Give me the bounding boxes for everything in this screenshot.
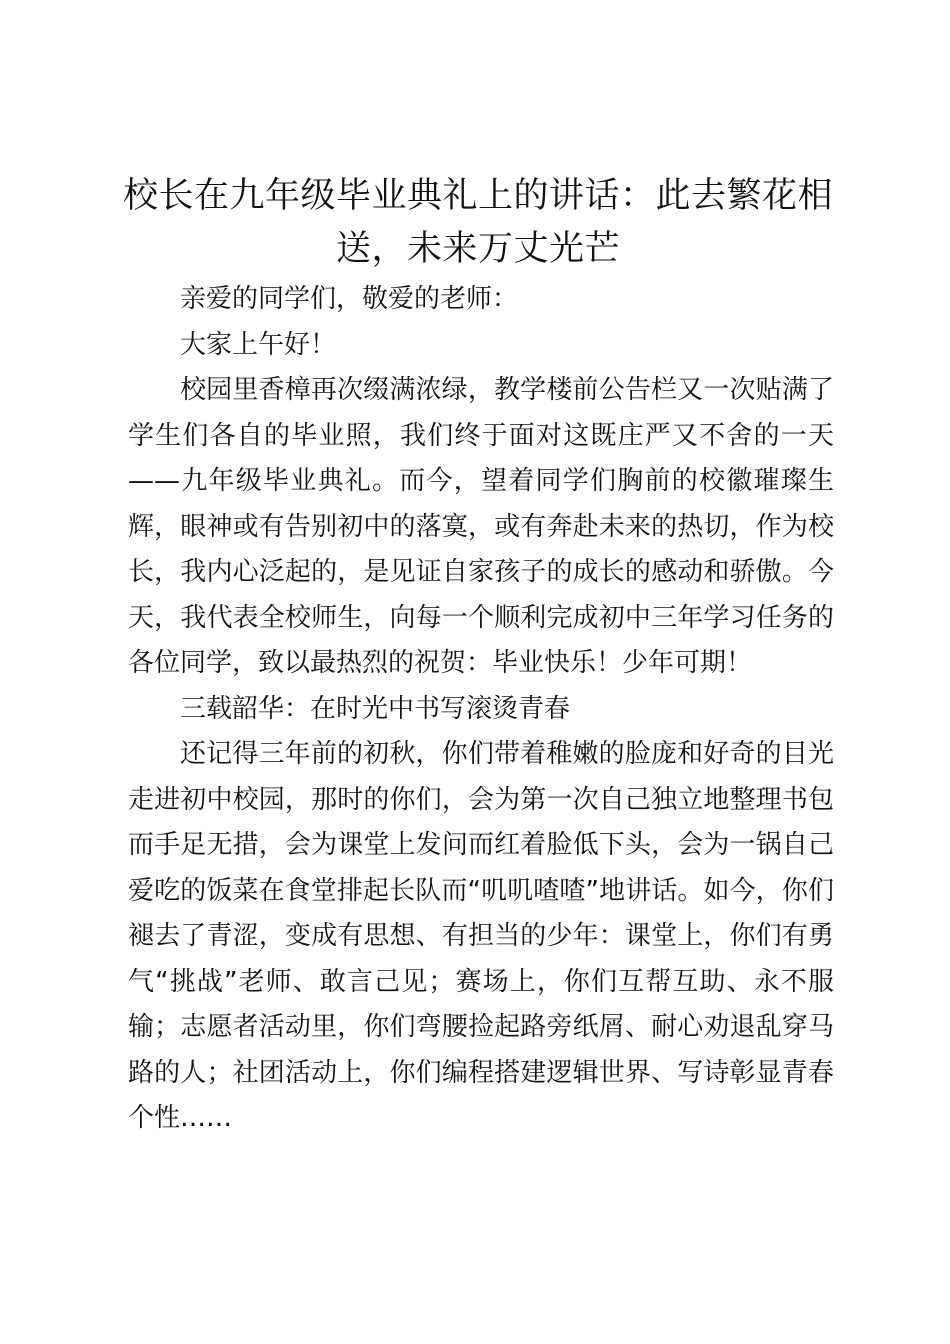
salutation-paragraph: 大家上午好！ [180,329,337,360]
memory-paragraph: 还记得三年前的初秋，你们带着稚嫩的脸庞和好奇的目光走进初中校园，那时的你们，会为第一次自己独立地整理书包而手足无措，会为课堂上发问而红着脸低下头，会为一锅自己爱吃的饭菜在食堂排起长队而“叽叽喳喳”地讲话。如今，你们褪去了青涩，变成有思想、有担当的少年：课堂上，你们有勇气“挑战”老师、敢言己见；赛场上，你们互帮互助、永不服输；志愿者活动里，你们弯腰捡起路旁纸屑、耐心劝退乱穿马路的人；社团活动上，你们编程搭建逻辑世界、写诗彰显青春个性…… [128,739,834,1133]
document-body [128,277,834,1142]
intro-paragraph: 校园里香樟再次缀满浓绿，教学楼前公告栏又一次贴满了学生们各自的毕业照，我们终于面对这既庄严又不舍的一天——九年级毕业典礼。而今，望着同学们胸前的校徽璀璨生辉，眼神或有告别初中的落寞，或有奔赴未来的热切，作为校长，我内心泛起的，是见证自家孩子的成长的感动和骄傲。今天，我代表全校师生，向每一个顺利完成初中三年学习任务的各位同学，致以最热烈的祝贺：毕业快乐！少年可期！ [128,375,834,678]
greeting-paragraph: 亲爱的同学们，敬爱的老师： [180,284,519,314]
section-heading: 三载韶华：在时光中书写滚烫青春 [180,693,571,724]
document-title: 校长在九年级毕业典礼上的讲话：此去繁花相送，未来万丈光芒 [122,176,833,269]
